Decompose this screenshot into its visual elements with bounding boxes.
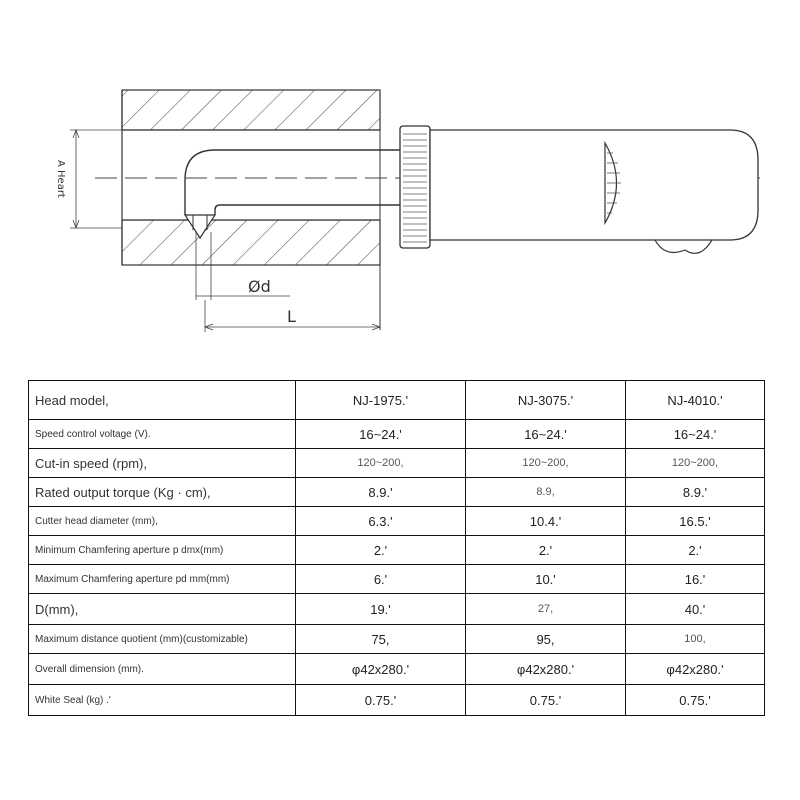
row-value: 6.' bbox=[296, 565, 466, 594]
row-label: White Seal (kg) .' bbox=[29, 685, 296, 716]
row-label: D(mm), bbox=[29, 594, 296, 625]
row-value: 8.9.' bbox=[626, 478, 765, 507]
table-row bbox=[29, 507, 765, 536]
row-value: 16.5.' bbox=[626, 507, 765, 536]
row-value: φ42x280.' bbox=[466, 654, 626, 685]
row-value: 0.75.' bbox=[296, 685, 466, 716]
spec-table bbox=[28, 380, 765, 716]
row-label: Rated output torque (Kg · cm), bbox=[29, 478, 296, 507]
row-value: 0.75.' bbox=[626, 685, 765, 716]
table-header-row bbox=[29, 381, 765, 420]
row-value: 120~200, bbox=[626, 449, 765, 478]
dimension-l-label: L bbox=[287, 307, 296, 326]
table-row bbox=[29, 594, 765, 625]
knurled-collar bbox=[400, 126, 430, 248]
row-value: 0.75.' bbox=[466, 685, 626, 716]
row-value: 120~200, bbox=[296, 449, 466, 478]
row-label: Maximum distance quotient (mm)(customizable) bbox=[29, 625, 296, 654]
header-cell-model: NJ-1975.' bbox=[296, 381, 466, 420]
header-cell-label: Head model, bbox=[29, 381, 296, 420]
row-label: Minimum Chamfering aperture p dmx(mm) bbox=[29, 536, 296, 565]
row-value: 8.9.' bbox=[296, 478, 466, 507]
row-value: 10.' bbox=[466, 565, 626, 594]
table-row bbox=[29, 625, 765, 654]
row-value: φ42x280.' bbox=[296, 654, 466, 685]
row-value: 6.3.' bbox=[296, 507, 466, 536]
row-value: 16~24.' bbox=[466, 420, 626, 449]
row-value: 19.' bbox=[296, 594, 466, 625]
motor-body bbox=[430, 130, 758, 253]
table-row bbox=[29, 685, 765, 716]
row-value: 16.' bbox=[626, 565, 765, 594]
row-label: Speed control voltage (V). bbox=[29, 420, 296, 449]
dimension-a-label: A Heart bbox=[55, 160, 66, 198]
header-cell-model: NJ-4010.' bbox=[626, 381, 765, 420]
table-row bbox=[29, 654, 765, 685]
row-value: 2.' bbox=[296, 536, 466, 565]
table-row bbox=[29, 565, 765, 594]
row-value: 2.' bbox=[466, 536, 626, 565]
row-value: 75, bbox=[296, 625, 466, 654]
row-label: Maximum Chamfering aperture pd mm(mm) bbox=[29, 565, 296, 594]
table-row bbox=[29, 449, 765, 478]
dimension-od-label: Ød bbox=[248, 277, 271, 296]
row-label: Cut-in speed (rpm), bbox=[29, 449, 296, 478]
row-value: 8.9, bbox=[466, 478, 626, 507]
row-value: 95, bbox=[466, 625, 626, 654]
row-value: φ42x280.' bbox=[626, 654, 765, 685]
row-value: 100, bbox=[626, 625, 765, 654]
row-label: Cutter head diameter (mm), bbox=[29, 507, 296, 536]
dimension-a bbox=[55, 130, 122, 228]
table-row bbox=[29, 478, 765, 507]
header-cell-model: NJ-3075.' bbox=[466, 381, 626, 420]
table-row bbox=[29, 536, 765, 565]
row-label: Overall dimension (mm). bbox=[29, 654, 296, 685]
chamfering-tool-diagram bbox=[0, 0, 800, 350]
row-value: 10.4.' bbox=[466, 507, 626, 536]
row-value: 16~24.' bbox=[296, 420, 466, 449]
row-value: 40.' bbox=[626, 594, 765, 625]
dimension-l bbox=[205, 300, 380, 332]
row-value: 120~200, bbox=[466, 449, 626, 478]
row-value: 2.' bbox=[626, 536, 765, 565]
row-value: 16~24.' bbox=[626, 420, 765, 449]
row-value: 27, bbox=[466, 594, 626, 625]
table-row bbox=[29, 420, 765, 449]
